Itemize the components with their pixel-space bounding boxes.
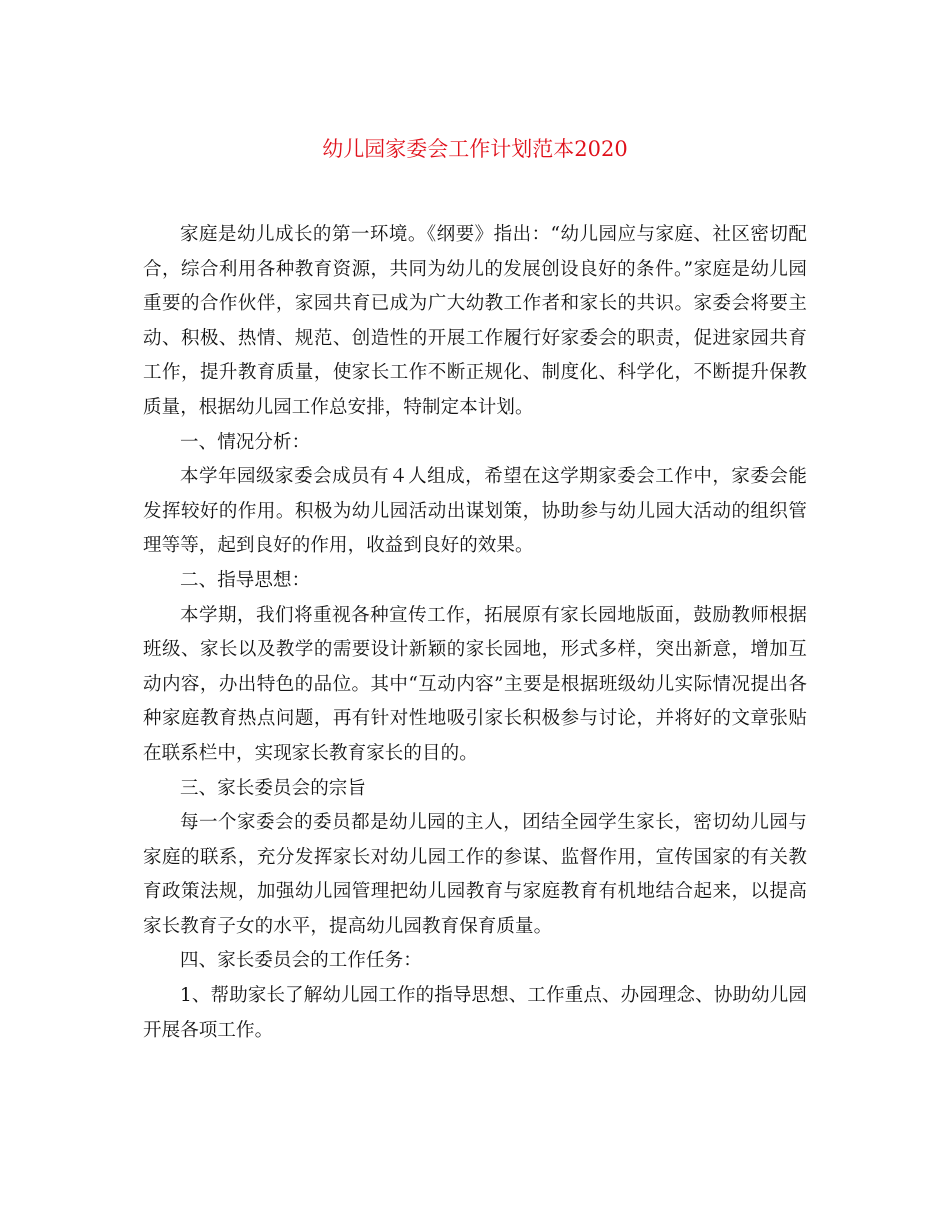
heading-committee-purpose: 三、家长委员会的宗旨 — [180, 777, 367, 799]
heading-guiding-ideology: 二、指导思想： — [180, 569, 311, 591]
document-body — [143, 218, 807, 1048]
heading-committee-tasks: 四、家长委员会的工作任务： — [180, 950, 422, 972]
paragraph-intro: 家庭是幼儿成长的第一环境。《纲要》指出：“幼儿园应与家庭、社区密切配合，综合利用各种教育资源，共同为幼儿的发展创设良好的条件。”家庭是幼儿园重要的合作伙伴，家园共育已成为广大幼教工作者和家长的共识。家委会将要主动、积极、热情、规范、创造性的开展工作履行好家委会的职责，促进家园共育工作，提升教育质量，使家长工作不断正规化、制度化、科学化，不断提升保教质量，根据幼儿园工作总安排，特制定本计划。 — [143, 224, 807, 418]
document-title: 幼儿园家委会工作计划范本2020 — [322, 137, 628, 161]
paragraph-situation-analysis: 本学年园级家委会成员有４人组成，希望在这学期家委会工作中，家委会能发挥较好的作用。积极为幼儿园活动出谋划策，协助参与幼儿园大活动的组织管理等等，起到良好的作用，收益到良好的效果。 — [143, 466, 807, 557]
paragraph-guiding-ideology: 本学期，我们将重视各种宣传工作，拓展原有家长园地版面，鼓励教师根据班级、家长以及教学的需要设计新颖的家长园地，形式多样，突出新意，增加互动内容，办出特色的品位。其中“互动内容”主要是根据班级幼儿实际情况提出各种家庭教育热点问题，再有针对性地吸引家长积极参与讨论，并将好的文章张贴在联系栏中，实现家长教育家长的目的。 — [143, 604, 807, 764]
paragraph-committee-purpose: 每一个家委会的委员都是幼儿园的主人，团结全园学生家长，密切幼儿园与家庭的联系，充分发挥家长对幼儿园工作的参谋、监督作用，宣传国家的有关教育政策法规，加强幼儿园管理把幼儿园教育与家庭教育有机地结合起来，以提高家长教育子女的水平，提高幼儿园教育保育质量。 — [143, 812, 807, 937]
heading-situation-analysis: 一、情况分析： — [180, 431, 311, 453]
paragraph-task-1: 1、帮助家长了解幼儿园工作的指导思想、工作重点、办园理念、协助幼儿园开展各项工作。 — [143, 985, 807, 1041]
